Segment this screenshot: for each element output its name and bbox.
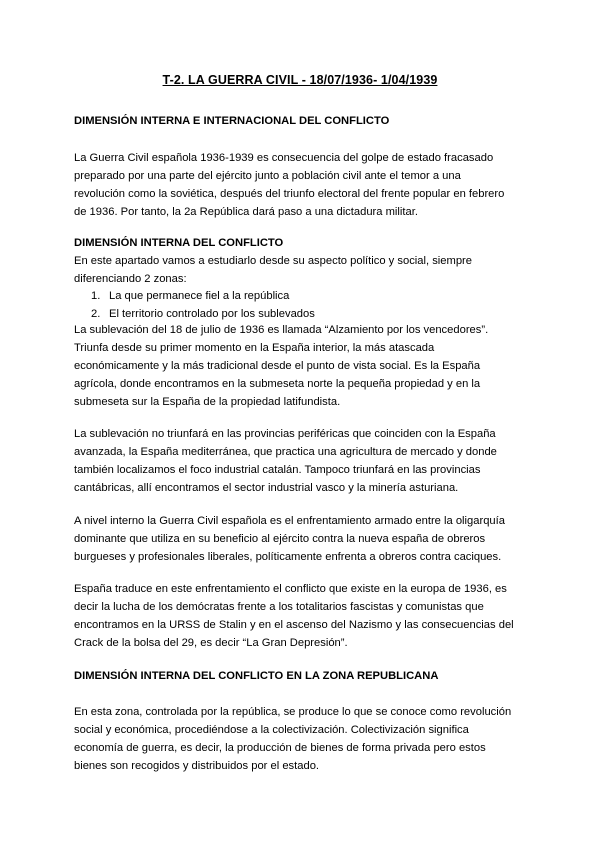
text-line: En esta zona, controlada por la república, se produce lo que se conoce como revolución [74, 706, 512, 718]
list-item-text: El territorio controlado por los sublevados [109, 307, 315, 320]
paragraph-section2-intro [74, 252, 534, 288]
text-line: encontramos en la URSS de Stalin y en el ascenso del Nazismo y las consecuencias del [74, 619, 514, 631]
text-line: La Guerra Civil española 1936-1939 es consecuencia del golpe de estado fracasado [74, 152, 494, 164]
text-line: agrícola, donde encontramos en la submeseta norte la pequeña propiedad y en la [74, 378, 481, 390]
text-line: A nivel interno la Guerra Civil española es el enfrentamiento armado entre la oligarquía [74, 515, 505, 527]
text-line: decir la lucha de los demócratas frente a los totalitarios fascistas y comunistas que [74, 601, 484, 613]
text-line: bienes son recogidos y distribuidos por el estado. [74, 760, 320, 772]
list-item [91, 288, 315, 306]
text-line: burgueses y profesionales liberales, políticamente enfrenta a obreros contra caciques. [74, 551, 502, 563]
text-line: de 1936. Por tanto, la 2a República dará paso a una dictadura militar. [74, 206, 418, 218]
text-line: diferenciando 2 zonas: [74, 273, 187, 285]
zones-list [91, 288, 315, 323]
text-line: Crack de la bolsa del 29, es decir “La Gran Depresión”. [74, 637, 348, 649]
text-line: también localizamos el foco industrial catalán. Tampoco triunfará en las provincias [74, 464, 481, 476]
text-line: cantábricas, allí encontramos el sector industrial vasco y la minería asturiana. [74, 482, 459, 494]
text-line: preparado por una parte del ejército junto a población civil ante el temor a una [74, 170, 461, 182]
paragraph-intro [74, 149, 534, 221]
text-line: Triunfa desde su primer momento en la España interior, la más atascada [74, 342, 435, 354]
list-item-text: La que permanece fiel a la república [109, 290, 290, 302]
heading-dimension-interna: DIMENSIÓN INTERNA DEL CONFLICTO [74, 237, 284, 249]
text-line: La sublevación no triunfará en las provincias periféricas que coinciden con la España [74, 428, 496, 440]
paragraph-sublevacion [74, 321, 534, 411]
text-line: económicamente y la más tradicional desde el punto de vista social. Es la España [74, 360, 481, 372]
text-line: avanzada, la España mediterránea, que practica una agricultura de mercado y donde [74, 446, 497, 458]
paragraph-no-triunfa [74, 425, 534, 497]
text-line: En este apartado vamos a estudiarlo desde su aspecto político y social, siempre [74, 255, 472, 267]
text-line: La sublevación del 18 de julio de 1936 es llamada “Alzamiento por los vencedores”. [74, 324, 489, 336]
text-line: social y económica, procediéndose a la colectivización. Colectivización significa [74, 724, 469, 736]
paragraph-nivel-interno [74, 512, 534, 566]
list-number: 1. [91, 290, 101, 302]
paragraph-republicana [74, 703, 534, 775]
heading-dimension-interna-internacional: DIMENSIÓN INTERNA E INTERNACIONAL DEL CONFLICTO [74, 115, 390, 127]
heading-zona-republicana: DIMENSIÓN INTERNA DEL CONFLICTO EN LA ZONA REPUBLICANA [74, 670, 439, 682]
text-line: submeseta sur la España de la propiedad latifundista. [74, 396, 341, 408]
paragraph-europa [74, 580, 534, 652]
text-line: dominante que utiliza en su beneficio al ejército contra la nueva españa de obreros [74, 533, 486, 545]
text-line: revolución como la soviética, después del triunfo electoral del frente popular en febrero [74, 188, 505, 200]
document-title: T-2. LA GUERRA CIVIL - 18/07/1936- 1/04/1939 [162, 73, 438, 87]
text-line: España traduce en este enfrentamiento el conflicto que existe en la europa de 1936, es [74, 583, 507, 595]
list-number: 2. [91, 307, 101, 320]
text-line: economía de guerra, es decir, la producción de bienes de forma privada pero estos [74, 742, 486, 754]
